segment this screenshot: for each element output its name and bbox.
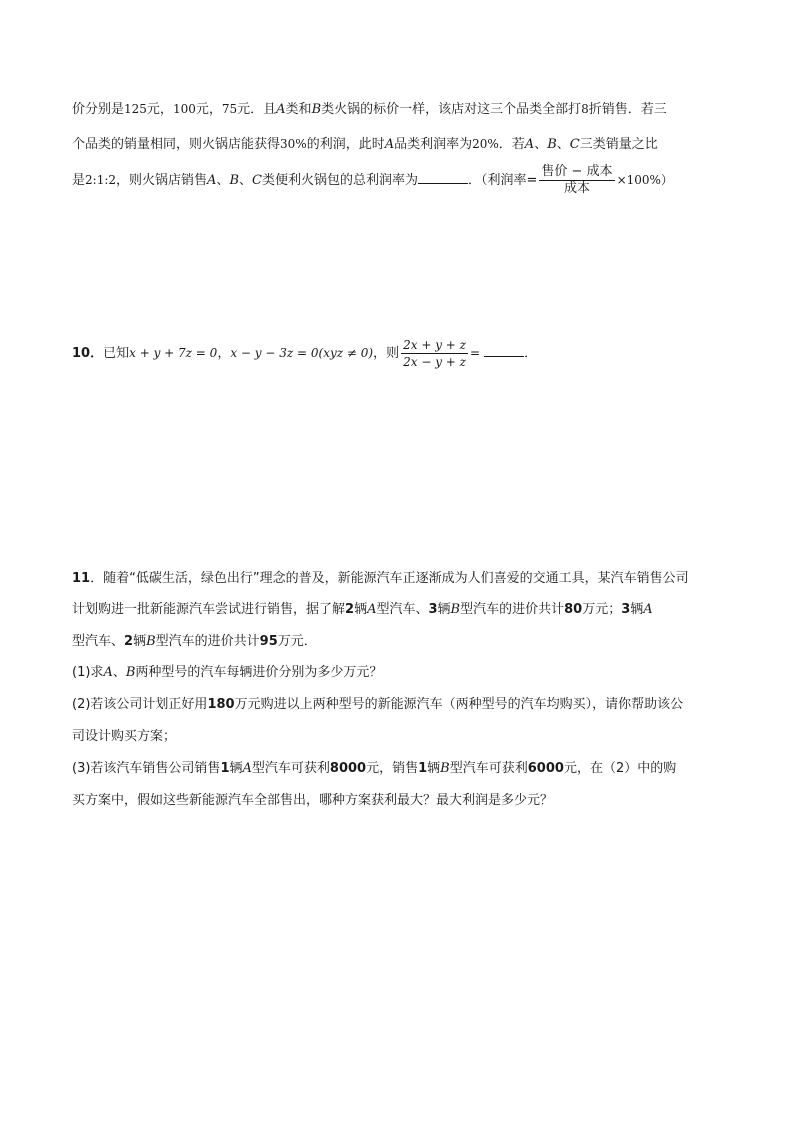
profit-rate-denominator: 成本 [563,181,590,196]
q11-part-2-tag: (2) [72,697,91,712]
q9-line-2: 个品类的销量相同，则火锅店能获得30%的利润，此时A品类利润率为20%．若A、B、C三类销量之比 [72,137,658,152]
q10-numerator: 2x + y + z [403,338,466,352]
q11-line-3: 型汽车、2辆B型汽车的进价共计95万元． [72,634,317,649]
q11-part-2-cont: 司设计购买方案； [72,729,177,744]
q10-number: 10 [72,346,91,361]
question-10: 10．已知x + y + 7z = 0，x − y − 3z = 0(xyz ≠ 0)，则 $\frac{2x + y + z}{2x - y + z}$ = ． [72,338,538,369]
q9-line-1: 价分别是125元，100元，75元．且A类和B类火锅的标价一样，该店对这三个品类全部打8折销售．若三 [72,102,667,117]
q10-condition: (xyz ≠ 0) [318,346,374,360]
q11-part-3-tag: (3) [72,761,91,776]
profit-rate-fraction [539,164,614,197]
q10-equation-2: x − y − 3z = 0 [230,346,319,360]
q10-equation-1: x + y + 7z = 0 [129,346,218,360]
q11-part-1: (1)求A、B两种型号的汽车每辆进价分别为多少万元？ [72,665,383,680]
q11-part-1-tag: (1) [72,665,91,680]
q10-answer-blank[interactable] [484,344,524,357]
profit-rate-numerator: 售价 − 成本 [541,164,613,179]
q11-line-2: 计划购进一批新能源汽车尝试进行销售，据了解2辆A型汽车、3辆B型汽车的进价共计80万元；3辆A [72,602,653,617]
q9-answer-blank[interactable] [418,171,468,184]
q11-part-2: (2)若该公司计划正好用180万元购进以上两种型号的新能源汽车（两种型号的汽车均购买），请你帮助该公 [72,697,684,712]
q11-line-1: 11．随着“低碳生活，绿色出行”理念的普及，新能源汽车正逐渐成为人们喜爱的交通工具，某汽车销售公司 [72,571,689,586]
q11-part-3: (3)若该汽车销售公司销售1辆A型汽车可获利8000元，销售1辆B型汽车可获利6000元，在（2）中的购 [72,761,677,776]
q11-part-3-cont: 买方案中，假如这些新能源汽车全部售出，哪种方案获利最大？最大利润是多少元？ [72,793,554,808]
q10-denominator: 2x − y + z [403,355,466,369]
q10-fraction [401,337,468,370]
q9-line-3: 是2:1:2，则火锅店销售A、B、C类便利火锅包的总利润率为 ．（利润率= $\frac{\text{售价 − 成本}}{\text{成本}}$ ×100%） [72,164,673,196]
q11-number: 11 [72,571,91,586]
